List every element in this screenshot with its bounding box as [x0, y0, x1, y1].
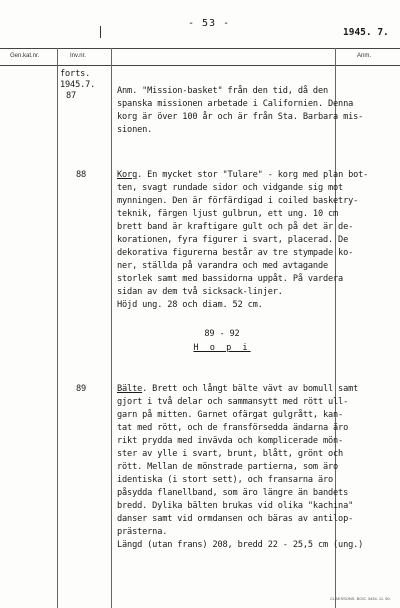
text-line: ten, svagt rundade sidor och vidgande sig mot — [117, 183, 344, 193]
text-line: danser samt vid ormdansen och bäras av antilop- — [117, 514, 354, 524]
entry-88-first-line-rest: . En mycket stor "Tulare" - korg med plan bot- — [137, 170, 369, 180]
column-divider-gen-kat — [57, 48, 58, 608]
section-title — [117, 343, 327, 354]
header-bottom-rule — [0, 65, 400, 66]
text-line: identiska (i stort sett), och fransarna äro — [117, 475, 334, 485]
text-line: påsydda flanellband, som äro längre än bandets — [117, 488, 349, 498]
page-number: - 53 - — [188, 18, 231, 29]
text-line: gjort i två delar och sammansytt med rött ull- — [117, 397, 349, 407]
text-line: mynningen. Den är förfärdigad i coiled basketry- — [117, 196, 359, 206]
text-line: tat med rött, och de fransförsedda ändarna äro — [117, 423, 349, 433]
year-date: 1945. 7. — [343, 27, 389, 38]
inv-label-87: 87 — [66, 91, 77, 101]
text-line: rikt prydda med invävda och komplicerade mön- — [117, 436, 344, 446]
inv-number-89: 89 — [76, 384, 87, 394]
text-line: korg är över 100 år och är från Sta. Barbara mis- — [117, 112, 364, 122]
text-line: dekorativa figurerna består av tre stympade ko- — [117, 248, 354, 258]
text-line: sidan av dem två sicksack-linjer. — [117, 287, 283, 297]
tick-mark — [100, 26, 101, 38]
text-line: teknik, färgen ljust gulbrun, ett ung. 10 cm — [117, 209, 339, 219]
entry-88-title: Korg — [117, 170, 138, 180]
entry-89-first-line-rest: . Brett och långt bälte vävt av bomull samt — [142, 384, 359, 394]
column-divider-inv — [111, 48, 112, 608]
text-line: garn på mitten. Garnet ofärgat gulgrått, kan- — [117, 410, 344, 420]
text-line: Längd (utan frans) 208, bredd 22 - 25,5 cm (ung.) — [117, 540, 364, 550]
text-line: rött. Mellan de mönstrade partierna, som äro — [117, 462, 339, 472]
text-line: bredd. Dylika bälten brukas vid olika "kachina" — [117, 501, 354, 511]
entry-88-first-line — [117, 170, 368, 181]
text-line: Höjd ung. 28 och diam. 52 cm. — [117, 300, 263, 310]
column-header-inv-nr: Inv.nr. — [70, 53, 86, 59]
section-title-text: H o p i — [193, 343, 251, 353]
column-header-anm: Anm. — [357, 53, 372, 59]
inv-label-year: 1945.7. — [60, 80, 96, 90]
printer-imprint: CLAESSONS. BOG. 3434. 11. 50. — [330, 596, 391, 601]
text-line: prästerna. — [117, 527, 168, 537]
entry-89-title: Bälte — [117, 384, 143, 394]
text-line: ster av ylle i svart, brunt, blått, grönt och — [117, 449, 344, 459]
text-line: storlek samt med bassidorna uppåt. På vardera — [117, 274, 344, 284]
text-line: ner, ställda på varandra och med avtagande — [117, 261, 329, 271]
header-top-rule — [0, 48, 400, 49]
text-line: Anm. "Mission-basket" från den tid, då den — [117, 86, 329, 96]
column-header-gen-kat-nr: Gen.kat.nr. — [10, 53, 40, 59]
text-line: spanska missionen arbetade i Californien. Denna — [117, 99, 354, 109]
inv-number-88: 88 — [76, 170, 87, 180]
text-line: korationen, fyra figurer i svart, placerad. De — [117, 235, 349, 245]
text-line: sionen. — [117, 125, 153, 135]
text-line: brett band är kraftigare gult och på det är de- — [117, 222, 354, 232]
section-range: 89 - 92 — [204, 329, 240, 339]
inv-label-forts: forts. — [60, 69, 91, 79]
entry-89-first-line — [117, 384, 358, 395]
